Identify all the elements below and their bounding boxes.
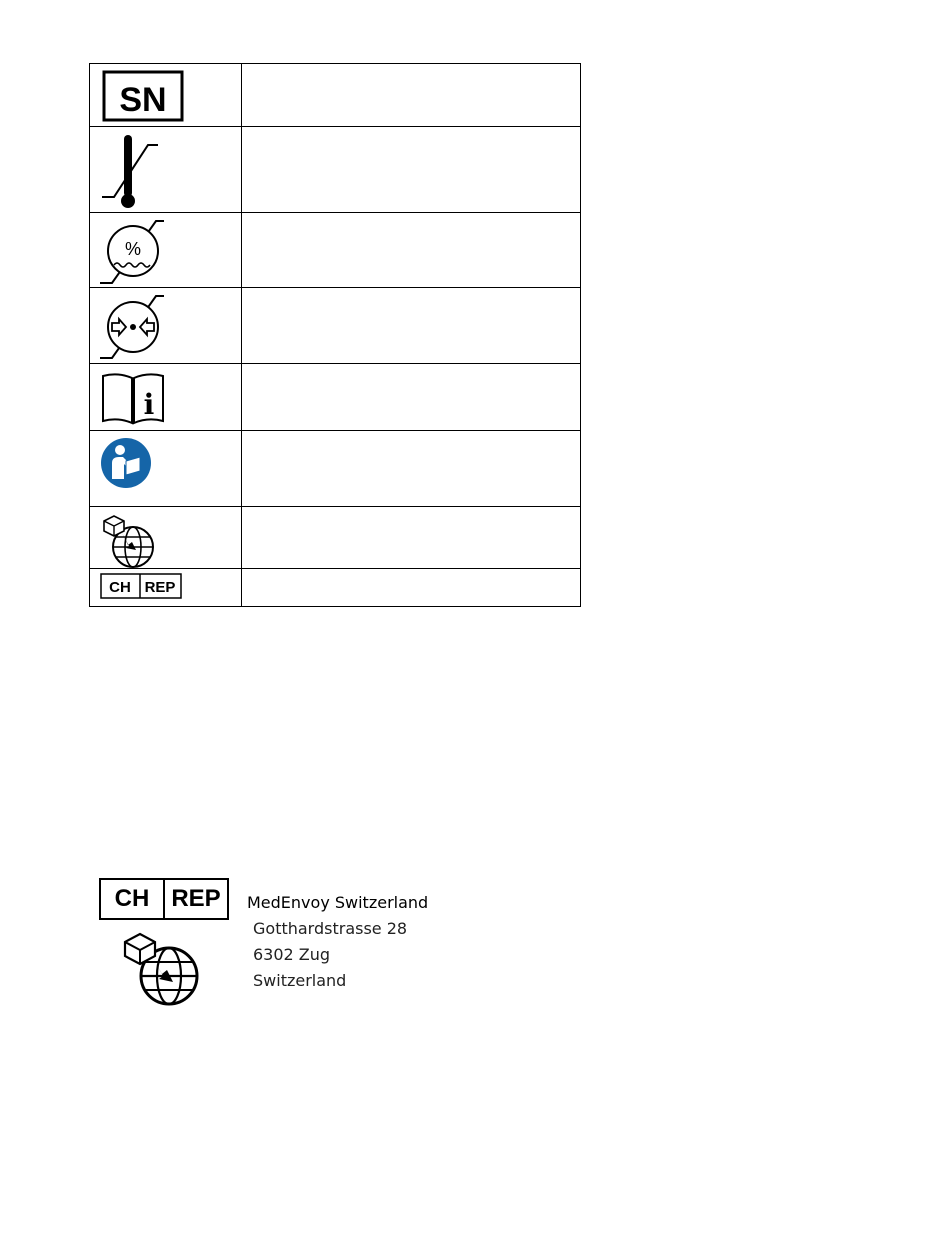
rep-label: REP [171,885,221,912]
symbol-row [90,288,581,364]
svg-text:CH: CH [109,579,131,596]
symbol-cell [90,64,242,127]
street-line: Gotthardstrasse 28 [253,919,408,938]
symbol-description [242,569,581,607]
representative-address [247,890,428,994]
city-line: 6302 Zug [253,945,331,964]
serial-number-icon [98,68,188,124]
symbol-description [242,364,581,431]
country-line: Switzerland [253,971,347,990]
symbol-description [242,127,581,213]
symbol-table [89,63,581,607]
importer-icon [98,511,158,571]
temperature-limit-icon [98,131,158,211]
consult-instructions-icon [98,368,168,428]
symbol-row [90,127,581,213]
symbol-row [90,569,581,607]
symbol-row [90,507,581,569]
symbol-row [90,213,581,288]
humidity-limit-icon [98,217,168,287]
read-manual-icon [98,435,154,491]
symbol-description [242,213,581,288]
ch-rep-icon [100,573,184,601]
symbol-cell [90,364,242,431]
symbol-description [242,64,581,127]
symbol-row [90,364,581,431]
symbol-cell [90,213,242,288]
symbol-description [242,507,581,569]
importer-icon [119,928,203,1010]
symbol-row [90,64,581,127]
atmospheric-pressure-limit-icon [98,292,168,362]
svg-text:REP: REP [144,579,176,596]
ch-label: CH [101,880,165,918]
symbol-description [242,431,581,507]
symbol-cell [90,507,242,569]
ch-rep-box [99,878,229,920]
symbol-row [90,431,581,507]
svg-text:SN: SN [119,81,167,119]
symbol-cell [90,288,242,364]
symbol-description [242,288,581,364]
symbol-cell [90,431,242,507]
svg-text:%: % [124,239,142,259]
svg-text:i: i [143,388,155,421]
symbol-cell [90,569,242,607]
company-name: MedEnvoy Switzerland [247,893,429,912]
symbol-cell [90,127,242,213]
